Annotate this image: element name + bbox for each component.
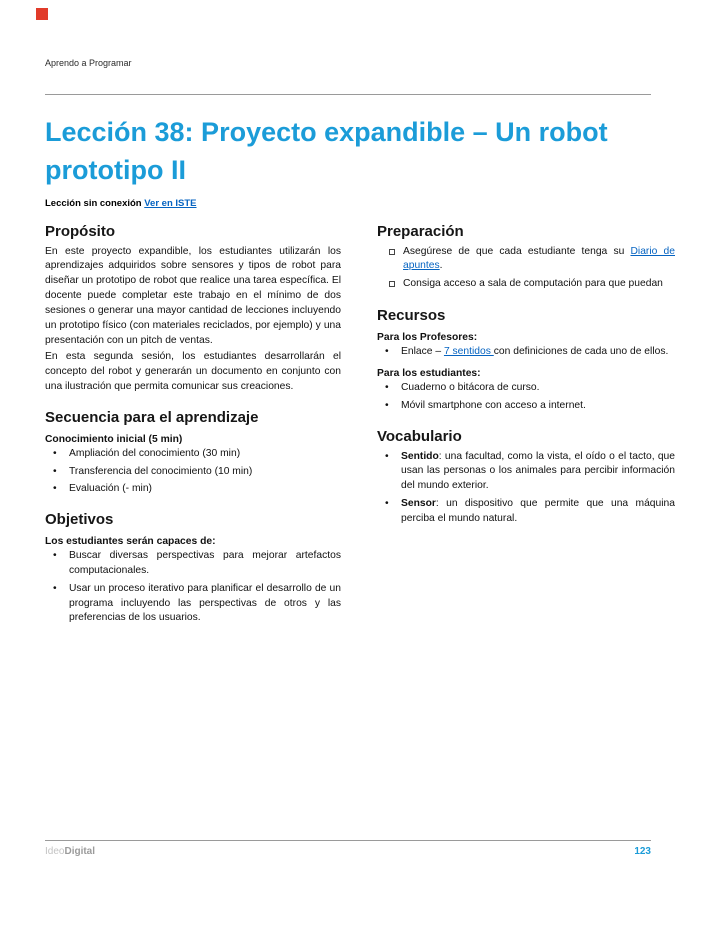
list-item: [377, 399, 675, 414]
left-column: [45, 219, 341, 630]
preparacion-item-text: [403, 245, 675, 275]
secuencia-item-text: Transferencia del conocimiento (10 min): [69, 465, 253, 477]
lesson-mode-label: Lección sin conexión: [45, 197, 142, 209]
page-title: Lección 38: Proyecto expandible – Un robot prototipo II: [45, 117, 608, 186]
list-item: [45, 482, 341, 497]
bullet-icon: •: [53, 447, 57, 459]
list-item: [377, 381, 675, 396]
objetivos-item-text: Usar un proceso iterativo para planificar el desarrollo de un programa incluyendo las perspectivas de otros y las preferencias de los usuarios.: [69, 582, 341, 624]
recursos-student-item-text: Móvil smartphone con acceso a internet.: [401, 399, 586, 411]
bullet-icon: •: [385, 346, 389, 358]
iste-link[interactable]: Ver en ISTE: [144, 197, 197, 209]
bullet-icon: •: [385, 381, 389, 393]
vocab-definition: : una facultad, como la vista, el oído o el tacto, que usan las personas o los animales para percibir información del mundo exterior.: [401, 450, 675, 492]
page-number: 123: [634, 846, 651, 857]
vocab-term: Sentido: [401, 450, 439, 462]
bullet-icon: •: [53, 550, 57, 562]
secuencia-subheading: Conocimiento inicial (5 min): [45, 433, 183, 445]
list-item: [45, 447, 341, 462]
list-item: [45, 549, 341, 579]
footer-brand-light: Ideo: [45, 846, 65, 857]
recursos-item-post: con definiciones de cada uno de ellos.: [493, 346, 669, 358]
vocabulario-item-text: [401, 497, 675, 527]
secuencia-item-text: Evaluación (- min): [69, 483, 152, 495]
secuencia-item-text: Ampliación del conocimiento (30 min): [69, 447, 241, 459]
list-item: [377, 450, 675, 494]
checkbox-icon: [377, 245, 403, 275]
footer-divider: [45, 840, 651, 841]
siete-sentidos-link[interactable]: 7 sentidos: [443, 346, 494, 358]
bullet-icon: •: [385, 399, 389, 411]
vocab-term: Sensor: [401, 497, 436, 509]
recursos-teachers-list: [377, 345, 675, 360]
recursos-teachers-label: Para los Profesores:: [377, 332, 478, 344]
list-item: [377, 497, 675, 527]
objetivos-subheading: Los estudiantes serán capaces de:: [45, 536, 216, 548]
list-item: [377, 345, 675, 360]
header-brand: Aprendo a Programar: [45, 58, 132, 68]
bullet-icon: •: [53, 465, 57, 477]
secuencia-heading: Secuencia para el aprendizaje: [45, 408, 259, 426]
preparacion-item-text: Consiga acceso a sala de computación para que puedan: [403, 278, 663, 290]
recursos-students-list: [377, 381, 675, 414]
vocab-definition: : un dispositivo que permite que una máquina perciba el mundo natural.: [401, 497, 675, 524]
bullet-icon: •: [385, 450, 389, 462]
proposito-paragraph-2: En esta segunda sesión, los estudiantes desarrollarán el concepto del robot y generarán un documento en conjunto con una ilustración que permita comunicar sus creaciones.: [45, 351, 341, 392]
bullet-icon: •: [385, 497, 389, 509]
vocabulario-list: [377, 450, 675, 527]
bullet-icon: •: [53, 483, 57, 495]
preparacion-item-pre: Asegúrese de que cada estudiante tenga su: [403, 245, 631, 257]
preparacion-item-post: .: [439, 260, 443, 272]
preparacion-heading: Preparación: [377, 222, 464, 240]
recursos-item-pre: Enlace –: [401, 346, 444, 358]
proposito-heading: Propósito: [45, 222, 115, 240]
right-column: [377, 219, 675, 630]
content-columns: [45, 219, 675, 630]
list-item: [377, 245, 675, 275]
objetivos-item-text: Buscar diversas perspectivas para mejorar artefactos computacionales.: [69, 550, 341, 577]
vocabulario-heading: Vocabulario: [377, 427, 462, 445]
objetivos-heading: Objetivos: [45, 511, 114, 529]
vocabulario-item-text: [401, 450, 675, 494]
proposito-paragraph-1: En este proyecto expandible, los estudiantes utilizarán los aprendizajes adquiridos sobre sensores y tipos de robot para diseñar un prototipo de robot que realice una tarea específica. El docente puede completar este trabajo en el mínimo de dos sesiones o generar una mayor cantidad de lecciones incluyendo un prototipo físico (con materiales reciclados, por ejemplo) y una presentación con un pitch de ventas.: [45, 245, 341, 346]
diario-de-apuntes-link[interactable]: Diario de apuntes: [403, 245, 675, 272]
list-item: [377, 277, 675, 293]
page-footer: [45, 840, 675, 857]
secuencia-list: [45, 447, 341, 497]
recursos-students-label: Para los estudiantes:: [377, 367, 481, 379]
header-divider: [45, 94, 651, 95]
brand-logo-icon: [36, 8, 48, 20]
list-item: [45, 465, 341, 480]
footer-brand: [45, 846, 95, 857]
preparacion-list: [377, 245, 675, 293]
lesson-subtitle: [45, 198, 675, 209]
objetivos-list: [45, 549, 341, 626]
bullet-icon: •: [53, 582, 57, 594]
recursos-heading: Recursos: [377, 307, 446, 325]
recursos-student-item-text: Cuaderno o bitácora de curso.: [401, 381, 540, 393]
footer-brand-bold: Digital: [64, 846, 96, 857]
checkbox-icon: [377, 277, 403, 293]
list-item: [45, 582, 341, 626]
recursos-teacher-item-text: [401, 345, 675, 360]
